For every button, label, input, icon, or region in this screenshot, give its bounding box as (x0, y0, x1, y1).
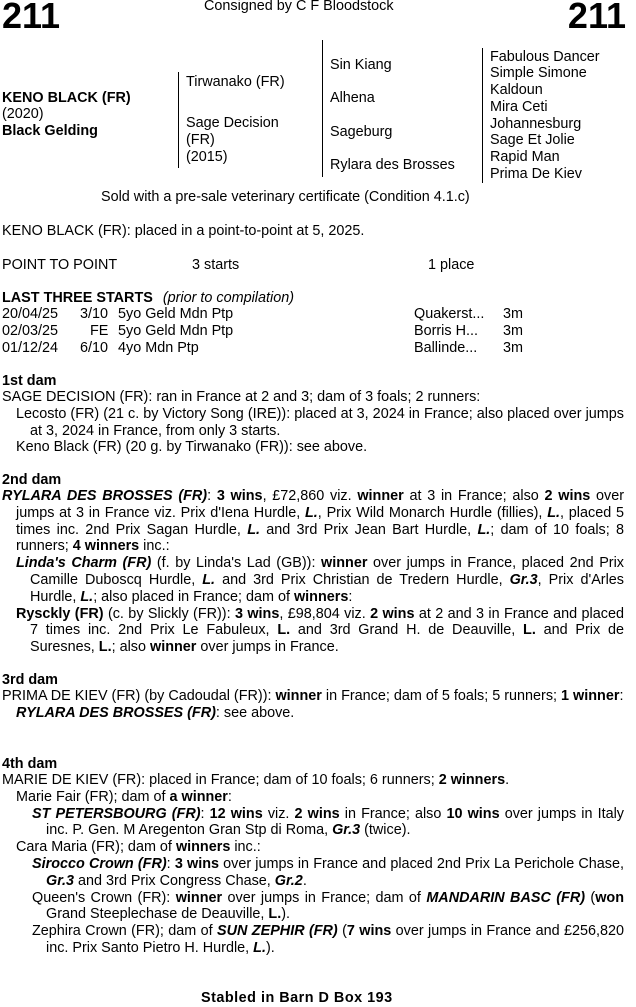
dam1-heading: 1st dam (2, 373, 57, 389)
dam1-text: SAGE DECISION (FR): ran in France at 2 and 3; dam of 3 foals; 2 runners: (2, 389, 481, 405)
lot-number-left: 211 (2, 0, 61, 36)
pedigree-gen3: Mira Ceti (490, 99, 548, 115)
horse-year: (2020) (2, 106, 44, 122)
dam2-text: RYLARA DES BROSSES (FR): 3 wins, £72,860 viz. winner at 3 in France; also 2 wins over jumps at 3 in France viz. Prix d'Iena Hurdle, L., Prix Wild Monarch Hurdle (fillies), L., placed 5 times inc. 2nd Prix Sagan Hurdle, L. and 3rd Prix Jean Bart Hurdle, L.; dam of 10 foals; 8 runners; 4 winners inc.: (2, 488, 624, 555)
pedigree-gen3: Johannesburg (490, 116, 582, 132)
dam3-section (2, 688, 624, 722)
dam4-grandproduce: Sirocco Crown (FR): 3 wins over jumps in France and placed 2nd Prix La Perichole Chase, Gr.3 and 3rd Prix Congress Chase, Gr.2. (32, 855, 624, 889)
pedigree-gen3: Prima De Kiev (490, 166, 582, 182)
pedigree-dam-line2: (FR) (186, 132, 215, 148)
start-race: 5yo Geld Mdn Ptp (118, 323, 234, 339)
race-summary: KENO BLACK (FR): placed in a point-to-point at 5, 2025. (2, 223, 365, 239)
horse-name: KENO BLACK (FR) (2, 90, 131, 106)
table-row (2, 323, 622, 340)
lot-number-right: 211 (567, 0, 626, 36)
start-distance: 3m (503, 340, 523, 356)
start-course: Borris H... (414, 323, 478, 339)
pedigree-divider (178, 72, 179, 168)
start-position: FE (90, 323, 109, 339)
start-distance: 3m (503, 323, 523, 339)
table-row (2, 306, 622, 323)
dam2-produce: Linda's Charm (FR) (f. by Linda's Lad (GB)): winner over jumps in France, placed 2nd Prix Camille Duboscq Hurdle, L. and 3rd Prix Christian de Tredern Hurdle, Gr.3, Prix d'Arles Hurdle, L.; also placed in France; dam of winners: (16, 555, 624, 605)
pedigree-gen2: Alhena (330, 90, 375, 106)
consignor: Consigned by C F Bloodstock (204, 0, 394, 14)
start-course: Quakerst... (414, 306, 485, 322)
vet-certificate-note: Sold with a pre-sale veterinary certificate (Condition 4.1.c) (101, 189, 470, 205)
dam4-heading: 4th dam (2, 756, 58, 772)
dam2-produce: Rysckly (FR) (c. by Slickly (FR)): 3 wins, £98,804 viz. 2 wins at 2 and 3 in France and placed 7 times inc. 2nd Prix Le Fabuleux, L. and 3rd Grand H. de Deauville, L. and Prix de Suresnes, L.; also winner over jumps in France. (16, 605, 624, 656)
dam4-produce: Cara Maria (FR); dam of winners inc.: (16, 839, 261, 856)
pedigree-gen3: Rapid Man (490, 149, 560, 165)
start-race: 5yo Geld Mdn Ptp (118, 306, 234, 322)
horse-description: Black Gelding (2, 123, 98, 139)
ptp-label: POINT TO POINT (2, 257, 118, 273)
ptp-places: 1 place (428, 257, 475, 273)
dam4-produce: Marie Fair (FR); dam of a winner: (16, 788, 232, 805)
pedigree-gen2: Sin Kiang (330, 57, 392, 73)
pedigree-divider (322, 40, 323, 177)
pedigree-gen3: Kaldoun (490, 82, 543, 98)
dam4-grandproduce: Zephira Crown (FR); dam of SUN ZEPHIR (FR) (7 wins over jumps in France and £256,820 inc. Prix Santo Pietro H. Hurdle, L.). (32, 923, 624, 956)
pedigree-dam-year: (2015) (186, 149, 228, 165)
dam4-text: MARIE DE KIEV (FR): placed in France; dam of 10 foals; 6 runners; 2 winners. (2, 772, 510, 788)
ptp-starts: 3 starts (192, 257, 240, 273)
start-date: 20/04/25 (2, 306, 59, 322)
start-position: 6/10 (80, 340, 109, 356)
start-position: 3/10 (80, 306, 109, 322)
pedigree-gen3: Fabulous Dancer (490, 49, 600, 65)
pedigree-sire: Tirwanako (FR) (186, 74, 285, 90)
dam3-produce: RYLARA DES BROSSES (FR): see above. (16, 704, 295, 721)
start-course: Ballinde... (414, 340, 478, 356)
dam1-produce: Lecosto (FR) (21 c. by Victory Song (IRE)): placed at 3, 2024 in France; also placed over jumps at 3, 2024 in France, from only 3 starts. (16, 405, 624, 439)
start-date: 02/03/25 (2, 323, 59, 339)
table-row (2, 340, 622, 357)
last-three-note: (prior to compilation) (162, 290, 295, 306)
dam3-heading: 3rd dam (2, 672, 58, 688)
dam4-section (2, 772, 624, 957)
last-three-heading (2, 290, 294, 307)
dam4-grandproduce: ST PETERSBOURG (FR): 12 wins viz. 2 wins in France; also 10 wins over jumps in Italy inc. P. Gen. M Aregenton Gran Stp di Roma, Gr.3 (twice). (32, 805, 624, 839)
start-date: 01/12/24 (2, 340, 59, 356)
pedigree-gen2: Rylara des Brosses (330, 157, 455, 173)
dam3-text: PRIMA DE KIEV (FR) (by Cadoudal (FR)): winner in France; dam of 5 foals; 5 runners; 1 winner: (2, 688, 624, 704)
dam4-grandproduce: Queen's Crown (FR): winner over jumps in France; dam of MANDARIN BASC (FR) (won Grand Steeplechase de Deauville, L.). (32, 889, 624, 923)
last-three-title: LAST THREE STARTS (2, 290, 153, 306)
pedigree-divider (482, 48, 483, 183)
pedigree-gen2: Sageburg (330, 124, 393, 140)
pedigree-gen3: Simple Simone (490, 65, 587, 81)
pedigree-dam: Sage Decision (186, 115, 279, 131)
stabling-note: Stabled in Barn D Box 193 (201, 990, 393, 1006)
dam1-section (2, 389, 624, 456)
pedigree-gen3: Sage Et Jolie (490, 132, 575, 148)
start-race: 4yo Mdn Ptp (118, 340, 199, 356)
dam2-heading: 2nd dam (2, 472, 62, 488)
dam1-produce: Keno Black (FR) (20 g. by Tirwanako (FR)): see above. (16, 439, 368, 456)
start-distance: 3m (503, 306, 523, 322)
dam2-section (2, 488, 624, 656)
